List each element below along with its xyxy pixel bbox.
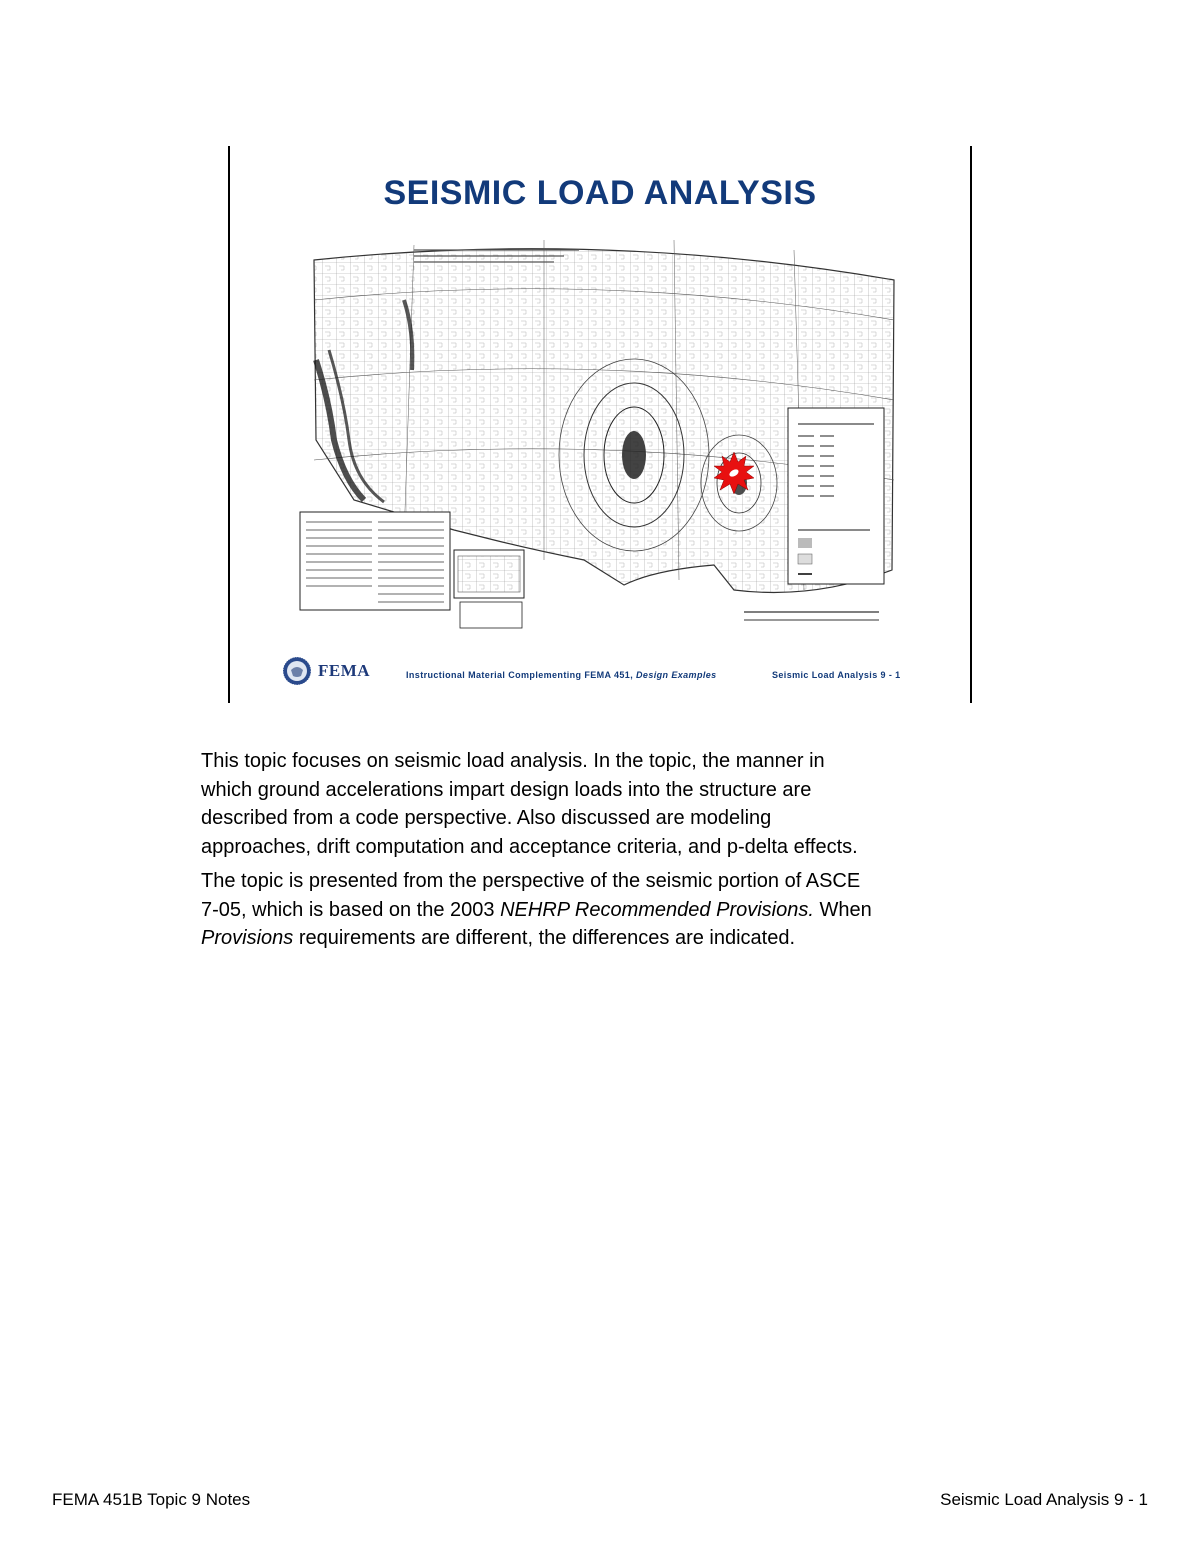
notes-p2-italic: NEHRP Recommended Provisions.: [500, 898, 814, 921]
notes-p2-line: [201, 924, 1001, 953]
notes-paragraph-2: [201, 867, 1001, 953]
page-footer-left: FEMA 451B Topic 9 Notes: [52, 1490, 251, 1509]
slide-right-border: [970, 146, 972, 703]
seismic-hazard-map: [294, 240, 914, 632]
slide-title: SEISMIC LOAD ANALYSIS: [383, 174, 817, 212]
notes-paragraph-1: [201, 747, 1001, 861]
slide-footer-left: [406, 670, 717, 680]
notes-p2-text: 7-05, which is based on the 2003: [201, 898, 501, 921]
notes-p1-line: approaches, drift computation and acceptance criteria, and p-delta effects.: [201, 835, 858, 858]
notes-p2-italic: Provisions: [201, 927, 294, 949]
fema-logo: [282, 654, 370, 688]
dhs-seal-icon: [282, 656, 312, 686]
notes-p1-line: described from a code perspective. Also discussed are modeling: [201, 807, 772, 829]
fema-logo-text: FEMA: [318, 661, 371, 680]
slide-left-border: [228, 146, 230, 703]
page-footer-right: Seismic Load Analysis 9 - 1: [940, 1490, 1148, 1509]
notes-p1-line: which ground accelerations impart design loads into the structure are: [201, 778, 812, 801]
notes-p1-line: This topic focuses on seismic load analysis. In the topic, the manner in: [201, 750, 825, 772]
slide-footer-right: Seismic Load Analysis 9 - 1: [772, 670, 901, 680]
notes-p2-text: When: [813, 898, 872, 921]
slide-footer-prefix: Instructional Material Complementing FEMA 451,: [406, 670, 637, 680]
notes-p2-line: The topic is presented from the perspective of the seismic portion of ASCE: [201, 870, 861, 892]
notes-p2-text: requirements are different, the differences are indicated.: [293, 927, 796, 949]
notes-body: [201, 747, 1001, 959]
slide-frame: [228, 146, 972, 703]
notes-p2-line: [201, 896, 1001, 925]
slide-footer-italic: Design Examples: [636, 670, 717, 680]
